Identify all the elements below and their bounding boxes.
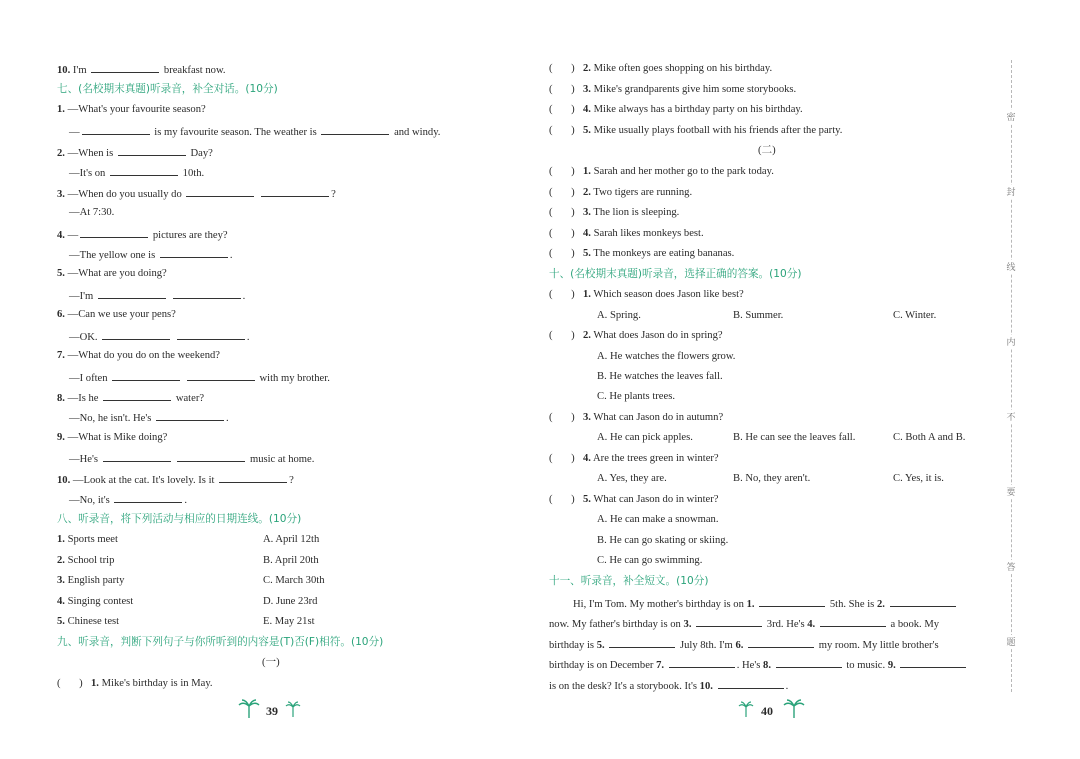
answer-bracket[interactable]: ( ): [549, 104, 575, 115]
sec8-activity-2: 2. School trip: [57, 555, 115, 566]
blank[interactable]: [177, 451, 245, 462]
sec7-q9: 9. —What is Mike doing?: [57, 432, 168, 443]
blank[interactable]: [718, 678, 784, 689]
sec7-q10: 10. —Look at the cat. It's lovely. Is it ?: [57, 472, 294, 488]
blank[interactable]: [177, 329, 245, 340]
sec9-item-4: ( ) 4. Mike always has a birthday party on his birthday.: [549, 104, 803, 115]
answer-bracket[interactable]: ( ): [549, 228, 575, 239]
sec9-item-2: ( ) 2. Mike often goes shopping on his birthday.: [549, 63, 773, 74]
sec8-date-c: C. March 30th: [263, 575, 325, 586]
answer-bracket[interactable]: ( ): [549, 412, 575, 423]
blank[interactable]: [187, 370, 255, 381]
option-b[interactable]: B. He watches the leaves fall.: [597, 371, 723, 382]
blank[interactable]: [609, 637, 675, 648]
sec9-item-3: ( ) 3. Mike's grandparents give him some storybooks.: [549, 84, 797, 95]
sec7-q5: 5. —What are you doing?: [57, 268, 167, 279]
binding-char: 密: [1005, 110, 1017, 123]
sec7-a5: —I'm .: [69, 288, 245, 304]
sec9-p2-item-3: ( ) 3. The lion is sleeping.: [549, 207, 680, 218]
blank[interactable]: [696, 616, 762, 627]
blank[interactable]: [890, 596, 956, 607]
sec7-q7: 7. —What do you do on the weekend?: [57, 350, 220, 361]
binding-char: 答: [1005, 560, 1017, 573]
sec7-q6: 6. —Can we use your pens?: [57, 309, 176, 320]
sec7-a4: —The yellow one is .: [69, 247, 233, 263]
sec7-q2: 2. —When is Day?: [57, 145, 213, 161]
section-9-title: 九、听录音，判断下列句子与你所听到的内容是(T)否(F)相符。(10分): [57, 636, 384, 648]
sec7-a10: —No, it's .: [69, 492, 187, 508]
sec9-p2-item-4: ( ) 4. Sarah likes monkeys best.: [549, 228, 704, 239]
sec7-a6: —OK. .: [69, 329, 250, 345]
binding-char: 不: [1005, 410, 1017, 423]
passage-line-5: is on the desk? It's a storybook. It's 10. .: [549, 678, 788, 694]
passage-line-3: birthday is 5. July 8th. I'm 6. my room. My little brother's: [549, 637, 939, 653]
sec10-q5: ( ) 5. What can Jason do in winter?: [549, 494, 719, 505]
blank[interactable]: [80, 227, 148, 238]
answer-bracket[interactable]: ( ): [549, 248, 575, 259]
answer-bracket[interactable]: ( ): [549, 125, 575, 136]
blank[interactable]: [759, 596, 825, 607]
blank[interactable]: [91, 62, 159, 73]
answer-bracket[interactable]: ( ): [549, 166, 575, 177]
blank[interactable]: [98, 288, 166, 299]
sec9-part-1: (一): [262, 657, 280, 668]
sec7-q1: 1. —What's your favourite season?: [57, 104, 206, 115]
answer-bracket[interactable]: ( ): [549, 63, 575, 74]
answer-bracket[interactable]: ( ): [549, 207, 575, 218]
section-8-title: 八、听录音，将下列活动与相应的日期连线。(10分): [57, 513, 302, 525]
answer-bracket[interactable]: ( ): [549, 453, 575, 464]
option-a[interactable]: A. Spring.: [597, 310, 641, 321]
page-number-right: 40: [761, 704, 773, 718]
blank[interactable]: [102, 329, 170, 340]
blank[interactable]: [103, 451, 171, 462]
sec9-p2-item-2: ( ) 2. Two tigers are running.: [549, 187, 693, 198]
option-b[interactable]: B. Summer.: [733, 310, 784, 321]
option-c[interactable]: C. Yes, it is.: [893, 473, 944, 484]
sec7-q3: 3. —When do you usually do ?: [57, 186, 336, 202]
sec10-q4: ( ) 4. Are the trees green in winter?: [549, 453, 719, 464]
answer-bracket[interactable]: ( ): [549, 187, 575, 198]
sec9-item-1: ( ) 1. Mike's birthday is in May.: [57, 678, 213, 689]
binding-char: 题: [1005, 635, 1017, 648]
blank[interactable]: [776, 657, 842, 668]
binding-char: 线: [1005, 260, 1017, 273]
answer-bracket[interactable]: ( ): [549, 494, 575, 505]
binding-char: 封: [1005, 185, 1017, 198]
blank[interactable]: [103, 390, 171, 401]
blank[interactable]: [669, 657, 735, 668]
sec10-q3: ( ) 3. What can Jason do in autumn?: [549, 412, 724, 423]
binding-char: 要: [1005, 485, 1017, 498]
option-a[interactable]: A. Yes, they are.: [597, 473, 667, 484]
blank[interactable]: [820, 616, 886, 627]
sec9-part-2: (二): [758, 145, 776, 156]
blank[interactable]: [900, 657, 966, 668]
passage-line-2: now. My father's birthday is on 3. 3rd. He's 4. a book. My: [549, 616, 939, 632]
option-c[interactable]: C. Both A and B.: [893, 432, 966, 443]
q10-prev: 10. I'm breakfast now.: [57, 62, 226, 78]
option-a[interactable]: A. He can make a snowman.: [597, 514, 719, 525]
sec7-q4: 4. — pictures are they?: [57, 227, 228, 243]
answer-bracket[interactable]: ( ): [57, 678, 83, 689]
answer-bracket[interactable]: ( ): [549, 84, 575, 95]
sec8-date-a: A. April 12th: [263, 534, 320, 545]
palm-tree-icon: [238, 697, 260, 719]
passage-line-4: birthday is on December 7. . He's 8. to music. 9.: [549, 657, 968, 673]
sec9-item-5: ( ) 5. Mike usually plays football with his friends after the party.: [549, 125, 843, 136]
blank[interactable]: [748, 637, 814, 648]
palm-tree-icon: [738, 700, 754, 718]
blank[interactable]: [82, 124, 150, 135]
option-c[interactable]: C. He can go swimming.: [597, 555, 703, 566]
answer-bracket[interactable]: ( ): [549, 330, 575, 341]
sec10-q1: ( ) 1. Which season does Jason like best?: [549, 289, 744, 300]
blank[interactable]: [261, 186, 329, 197]
sec7-a3: —At 7:30.: [69, 207, 115, 218]
option-b[interactable]: B. He can go skating or skiing.: [597, 535, 729, 546]
page-number-left: 39: [266, 704, 278, 718]
palm-tree-icon: [285, 700, 301, 718]
blank[interactable]: [186, 186, 254, 197]
option-b[interactable]: B. He can see the leaves fall.: [733, 432, 856, 443]
sec8-activity-3: 3. English party: [57, 575, 125, 586]
blank[interactable]: [156, 410, 224, 421]
sec7-a8: —No, he isn't. He's .: [69, 410, 229, 426]
sec9-p2-item-1: ( ) 1. Sarah and her mother go to the park today.: [549, 166, 774, 177]
sec8-activity-5: 5. Chinese test: [57, 616, 120, 627]
sec8-date-e: E. May 21st: [263, 616, 315, 627]
section-11-title: 十一、听录音，补全短文。(10分): [549, 575, 709, 587]
blank[interactable]: [110, 165, 178, 176]
sec8-date-d: D. June 23rd: [263, 596, 318, 607]
sec7-a7: —I often with my brother.: [69, 370, 330, 386]
option-a[interactable]: A. He can pick apples.: [597, 432, 693, 443]
answer-bracket[interactable]: ( ): [549, 289, 575, 300]
sec7-a1: — is my favourite season. The weather is and windy.: [69, 124, 440, 140]
sec8-activity-1: 1. Sports meet: [57, 534, 118, 545]
palm-tree-icon: [783, 697, 805, 719]
section-7-title: 七、(名校期末真题)听录音，补全对话。(10分): [57, 83, 278, 95]
passage-line-1: Hi, I'm Tom. My mother's birthday is on 1. 5th. She is 2.: [573, 596, 958, 612]
option-c[interactable]: C. He plants trees.: [597, 391, 675, 402]
sec8-date-b: B. April 20th: [263, 555, 319, 566]
sec8-activity-4: 4. Singing contest: [57, 596, 134, 607]
blank[interactable]: [160, 247, 228, 258]
binding-char: 内: [1005, 335, 1017, 348]
blank[interactable]: [114, 492, 182, 503]
sec10-q2: ( ) 2. What does Jason do in spring?: [549, 330, 723, 341]
option-c[interactable]: C. Winter.: [893, 310, 937, 321]
blank[interactable]: [321, 124, 389, 135]
option-a[interactable]: A. He watches the flowers grow.: [597, 351, 736, 362]
sec9-p2-item-5: ( ) 5. The monkeys are eating bananas.: [549, 248, 735, 259]
option-b[interactable]: B. No, they aren't.: [733, 473, 811, 484]
section-10-title: 十、(名校期末真题)听录音，选择正确的答案。(10分): [549, 268, 802, 280]
binding-cut-line: [1011, 60, 1012, 692]
sec7-a9: —He's music at home.: [69, 451, 314, 467]
blank[interactable]: [118, 145, 186, 156]
sec7-a2: —It's on 10th.: [69, 165, 204, 181]
blank[interactable]: [173, 288, 241, 299]
blank[interactable]: [219, 472, 287, 483]
sec7-q8: 8. —Is he water?: [57, 390, 204, 406]
blank[interactable]: [112, 370, 180, 381]
